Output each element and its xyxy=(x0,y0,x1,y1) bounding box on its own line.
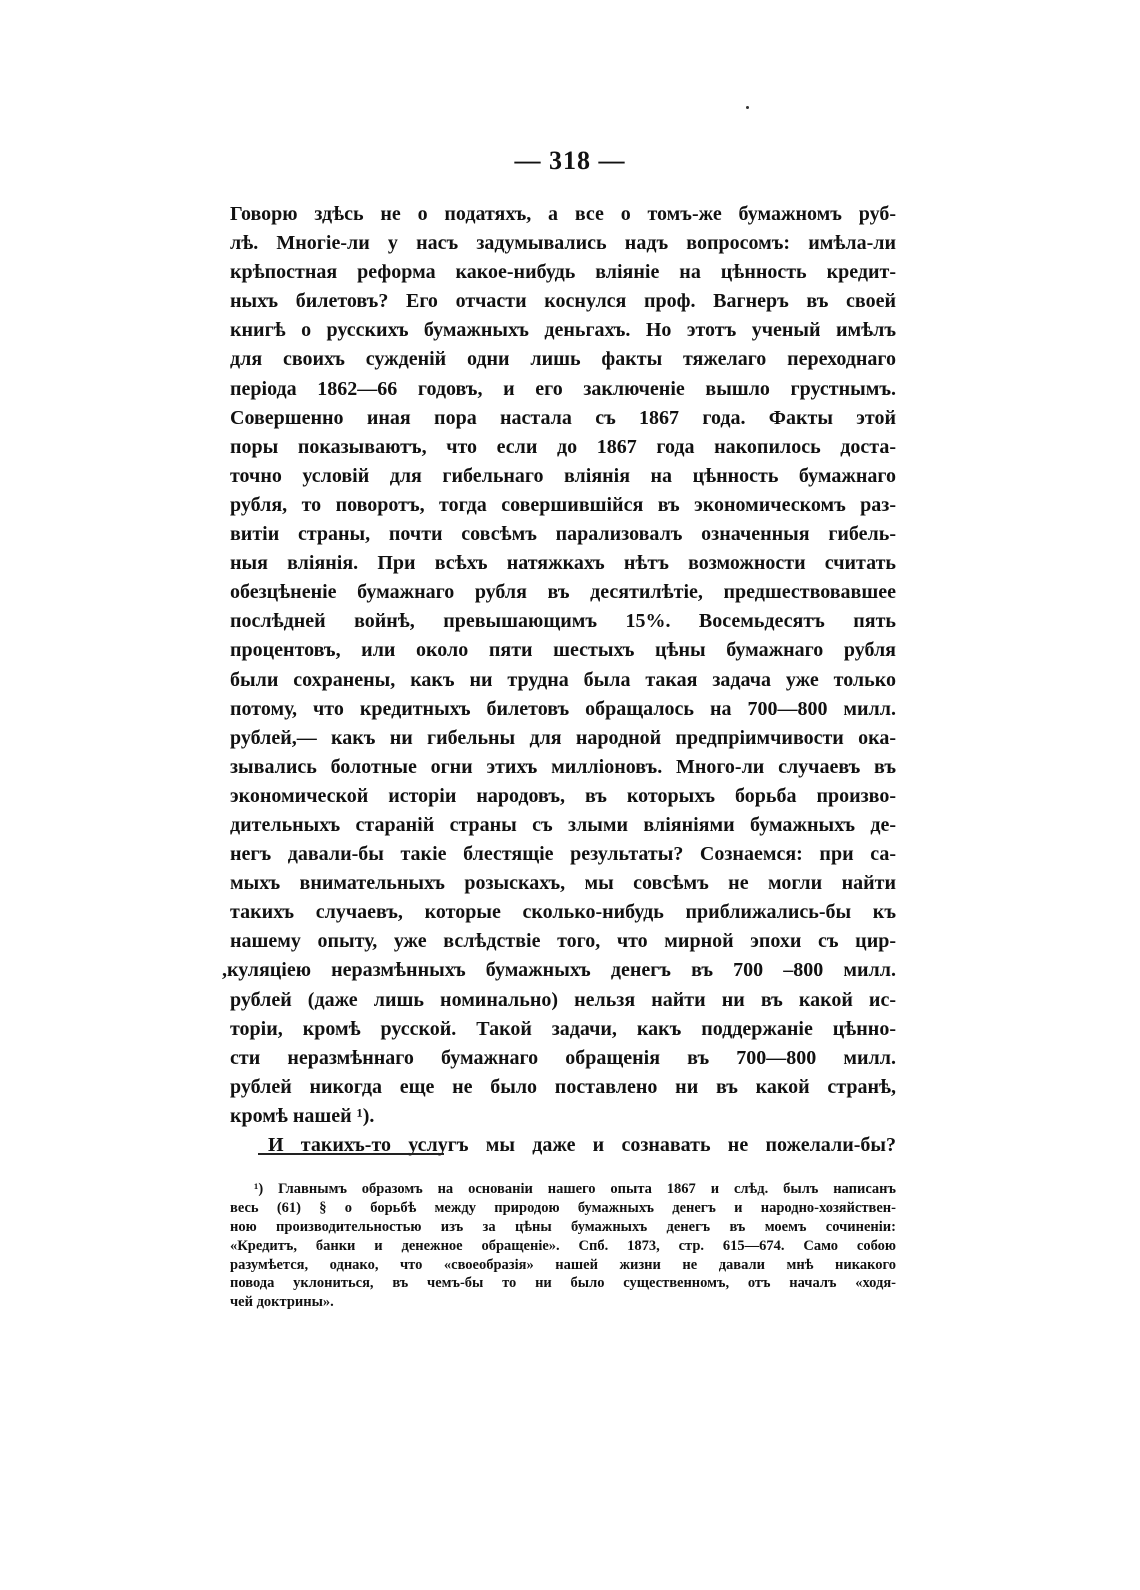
text-line: кромѣ нашей ¹). xyxy=(230,1104,375,1127)
text-line: точно условій для гибельнаго вліянія на цѣнность бумажнаго xyxy=(230,464,896,487)
text-line: рублей никогда еще не было поставлено ни въ какой странѣ, xyxy=(230,1075,896,1098)
text-line: лѣ. Многіе-ли у насъ задумывались надъ вопросомъ: имѣла-ли xyxy=(230,232,896,255)
footnote-divider xyxy=(258,1153,444,1155)
text-line: книгѣ о русскихъ бумажныхъ деньгахъ. Но этотъ ученый имѣлъ xyxy=(230,319,896,342)
text-line: рубля, то поворотъ, тогда совершившійся въ экономическомъ раз- xyxy=(230,493,896,516)
text-line: крѣпостная реформа какое-нибудь вліяніе на цѣнность кредит- xyxy=(230,261,896,284)
text-line: были сохранены, какъ ни трудна была такая задача уже только xyxy=(230,668,896,691)
text-line: потому, что кредитныхъ билетовъ обращалось на 700—800 милл. xyxy=(230,697,896,720)
text-line: торіи, кромѣ русской. Такой задачи, какъ поддержаніе цѣнно- xyxy=(230,1017,896,1040)
page-number: — 318 — xyxy=(514,146,626,175)
footnote-line: повода уклониться, въ чемъ-бы то ни было существенномъ, отъ началъ «ходя- xyxy=(230,1275,896,1292)
text-line: нашему опыту, уже вслѣдствіе того, что мирной эпохи съ цир- xyxy=(230,930,896,953)
text-line: ,куляціею неразмѣнныхъ бумажныхъ денегъ въ 700 –800 милл. xyxy=(222,959,896,982)
text-line: процентовъ, или около пяти шестыхъ цѣны бумажнаго рубля xyxy=(230,639,896,662)
text-line: поры показываютъ, что если до 1867 года накопилось доста- xyxy=(230,435,896,458)
text-line: зывались болотные огни этихъ милліоновъ. Много-ли случаевъ въ xyxy=(230,755,896,778)
footnote-line: ¹) Главнымъ образомъ на основаніи нашего опыта 1867 и слѣд. былъ написанъ xyxy=(254,1181,896,1197)
text-line: сти неразмѣннаго бумажнаго обращенія въ 700—800 милл. xyxy=(230,1046,896,1069)
text-line: мыхъ внимательныхъ розыскахъ, мы совсѣмъ не могли найти xyxy=(230,872,896,895)
text-line: рублей,— какъ ни гибельны для народной предпріимчивости ока- xyxy=(230,726,896,749)
footnote-line: «Кредитъ, банки и денежное обращеніе». Спб. 1873, стр. 615—674. Само собою xyxy=(230,1237,896,1254)
footnote-line: весь (61) § о борьбѣ между природою бумажныхъ денегъ и народно-хозяйствен- xyxy=(230,1199,896,1216)
text-line: экономической исторіи народовъ, въ которыхъ борьба произво- xyxy=(230,784,896,807)
text-line: И такихъ-то услугъ мы даже и сознавать не пожелали-бы? xyxy=(268,1134,896,1156)
footnote xyxy=(230,1180,896,1312)
text-line: негъ давали-бы такіе блестящіе результаты? Сознаемся: при са- xyxy=(230,843,896,866)
text-line: дительныхъ стараній страны съ злыми вліяніями бумажныхъ де- xyxy=(230,813,896,836)
text-line: рублей (даже лишь номинально) нельзя найти ни въ какой ис- xyxy=(230,988,896,1011)
footnote-line: чей доктрины». xyxy=(230,1294,334,1311)
text-line: для своихъ сужденій одни лишь факты тяжелаго переходнаго xyxy=(230,348,896,371)
text-line: обезцѣненіе бумажнаго рубля въ десятилѣтіе, предшествовавшее xyxy=(230,581,896,604)
text-line: ныхъ билетовъ? Его отчасти коснулся проф. Вагнеръ въ своей xyxy=(230,290,896,313)
print-speck xyxy=(746,106,749,109)
text-line: Совершенно иная пора настала съ 1867 года. Факты этой xyxy=(230,406,896,429)
text-line: послѣдней войнѣ, превышающимъ 15%. Восемьдесятъ пять xyxy=(230,610,896,633)
footnote-line: разумѣется, однако, что «своеобразія» нашей жизни не давали мнѣ никакого xyxy=(230,1256,896,1273)
text-line: періода 1862—66 годовъ, и его заключеніе вышло грустнымъ. xyxy=(230,377,896,400)
footnote-line: ною производительностью изъ за цѣны бумажныхъ денегъ въ моемъ сочиненіи: xyxy=(230,1218,896,1235)
text-line: такихъ случаевъ, которые сколько-нибудь приближались-бы къ xyxy=(230,901,896,924)
text-line: витіи страны, почти совсѣмъ парализовалъ означенныя гибель- xyxy=(230,523,896,546)
text-line: ныя вліянія. При всѣхъ натяжкахъ нѣтъ возможности считать xyxy=(230,552,896,575)
text-line: Говорю здѣсь не о податяхъ, а все о томъ-же бумажномъ руб- xyxy=(230,203,896,225)
body-text xyxy=(222,200,896,1160)
